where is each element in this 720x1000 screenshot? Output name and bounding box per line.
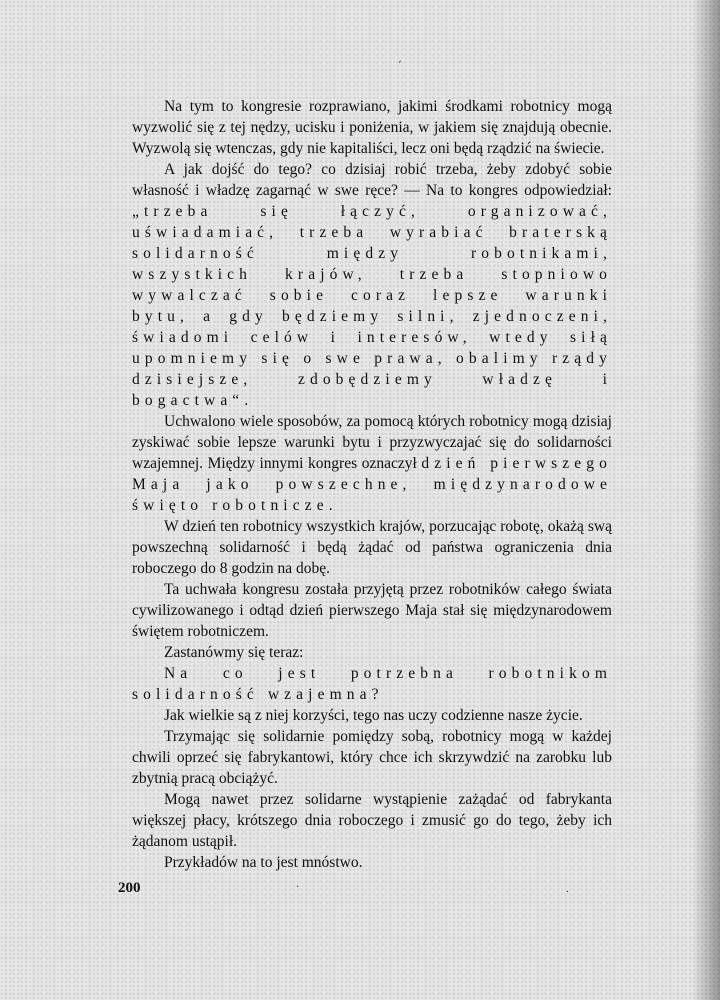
paragraph [132,96,612,159]
text-run: Uchwalono wiele sposobów, za pomocą których robotnicy mogą dzisiaj zyskiwać sobie lepsze warunki bytu i przyzwyczajać się do solidarności wzajemnej. Między innymi kongres oznaczył [132,413,612,472]
paragraph [132,516,612,579]
text-run: Trzymając się solidarnie pomiędzy sobą, robotnicy mogą w każdej chwili oprzeć się fabrykantowi, który chce ich skrzywdzić na zarobku lub zbytnią pracą obciążyć. [132,728,612,787]
text-run: Przykładów na to jest mnóstwo. [164,854,363,871]
text-run: Zastanówmy się teraz: [164,644,304,661]
paragraph [132,789,612,852]
paragraph [132,642,612,663]
text-run: Na tym to kongresie rozprawiano, jakimi środkami robotnicy mogą wyzwolić się z tej nędzy, ucisku i poniżenia, w jakiem się znajdują obecnie. Wyzwolą się wtenczas, gdy nie kapitaliści, lecz oni będą rządzić na świecie. [132,98,612,157]
text-run: Jak wielkie są z niej korzyści, tego nas uczy codzienne nasze życie. [164,707,583,724]
spaced-emphasis: „trzeba się łączyć, organizować, uświadamiać, trzeba wyrabiać braterską solidarność między robotnikami, wszystkich krajów, trzeba stopniowo wywalczać sobie coraz lepsze warunki bytu, a gdy będziemy silni, zjednoczeni, świadomi celów i interesów, wtedy siłą upomniemy się o swe prawa, obalimy rządy dzisiejsze, zdobędziemy władzę i bogactwa“. [132,203,612,409]
text-run: Mogą nawet przez solidarne wystąpienie zażądać od fabrykanta większej płacy, krótszego dnia roboczego i zmusić go do tego, żeby ich żądanom ustąpił. [132,791,612,850]
paragraph [132,705,612,726]
paragraph [132,159,612,411]
paragraph [132,852,612,873]
page-number: 200 [118,880,141,896]
paragraph [132,663,612,705]
body-text [132,96,612,873]
text-run: Ta uchwała kongresu została przyjętą przez robotników całego świata cywilizowanego i odtąd dzień pierwszego Maja stał się międzynarodowem świętem robotniczem. [132,581,612,640]
spaced-emphasis: Na co jest potrzebna robotnikom solidarność wzajemna? [132,665,612,703]
page-edge-shadow [692,0,720,1000]
scan-speck: ⸱ [566,887,569,898]
paragraph [132,726,612,789]
text-run: A jak dojść do tego? co dzisiaj robić trzeba, żeby zdobyć sobie własność i władzę zagarnąć w swe ręce? — Na to kongres odpowiedział: [132,161,612,199]
scan-speck: · [296,882,300,893]
paragraph [132,579,612,642]
scan-speck: ʼ [398,60,402,71]
spaced-emphasis: dzień pierwszego Maja jako powszechne, międzynarodowe święto robotnicze. [132,455,612,514]
text-run: W dzień ten robotnicy wszystkich krajów, porzucając robotę, okażą swą powszechną solidarność i będą żądać od państwa ograniczenia dnia roboczego do 8 godzin na dobę. [132,518,612,577]
paragraph [132,411,612,516]
